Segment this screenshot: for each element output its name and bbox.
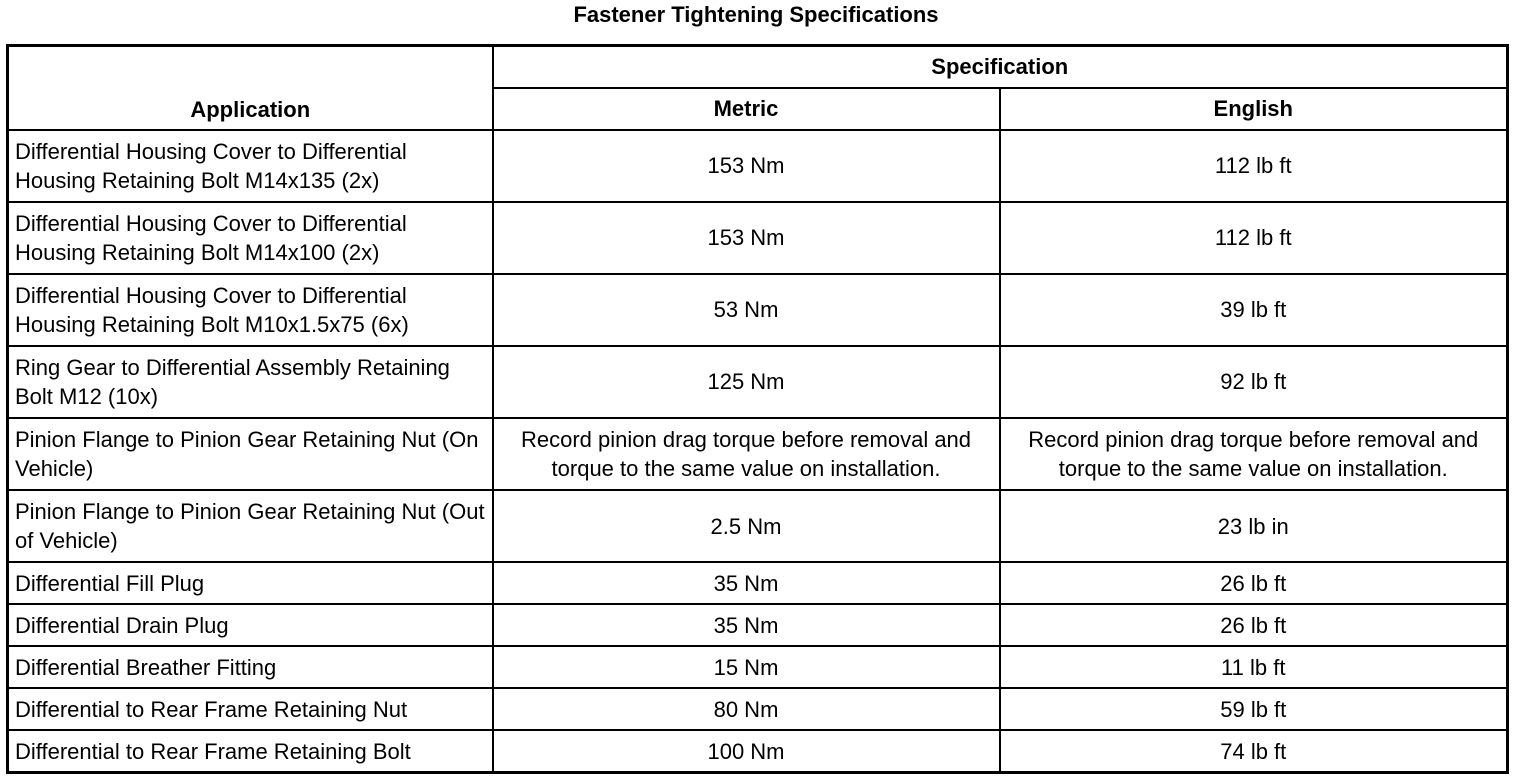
header-metric: Metric [493, 88, 1000, 130]
application-cell: Ring Gear to Differential Assembly Retaining Bolt M12 (10x) [8, 346, 493, 418]
metric-cell: 53 Nm [493, 274, 1000, 346]
application-cell: Pinion Flange to Pinion Gear Retaining Nut (On Vehicle) [8, 418, 493, 490]
english-cell: 23 lb in [1000, 490, 1508, 562]
header-application: Application [8, 46, 493, 130]
application-cell: Differential Housing Cover to Differential Housing Retaining Bolt M14x135 (2x) [8, 130, 493, 202]
header-english: English [1000, 88, 1508, 130]
application-cell: Differential to Rear Frame Retaining Nut [8, 688, 493, 730]
metric-cell: 80 Nm [493, 688, 1000, 730]
english-cell: 92 lb ft [1000, 346, 1508, 418]
header-specification: Specification [493, 46, 1508, 88]
english-cell: 74 lb ft [1000, 730, 1508, 772]
metric-cell: 100 Nm [493, 730, 1000, 772]
metric-cell: 125 Nm [493, 346, 1000, 418]
english-cell: 112 lb ft [1000, 202, 1508, 274]
metric-cell: 35 Nm [493, 604, 1000, 646]
english-cell: 112 lb ft [1000, 130, 1508, 202]
specifications-table [6, 44, 1509, 774]
english-cell: 26 lb ft [1000, 604, 1508, 646]
application-cell: Differential to Rear Frame Retaining Bolt [8, 730, 493, 772]
table-row [8, 418, 1508, 490]
page-title: Fastener Tightening Specifications [573, 2, 939, 27]
application-cell: Differential Housing Cover to Differential Housing Retaining Bolt M14x100 (2x) [8, 202, 493, 274]
table-row [8, 490, 1508, 562]
table-row [8, 688, 1508, 730]
table-row [8, 730, 1508, 772]
english-cell: 39 lb ft [1000, 274, 1508, 346]
english-cell: 26 lb ft [1000, 562, 1508, 604]
metric-cell: 2.5 Nm [493, 490, 1000, 562]
metric-cell: 35 Nm [493, 562, 1000, 604]
table-row [8, 604, 1508, 646]
application-cell: Pinion Flange to Pinion Gear Retaining Nut (Out of Vehicle) [8, 490, 493, 562]
table-row [8, 646, 1508, 688]
english-cell: 59 lb ft [1000, 688, 1508, 730]
metric-cell: 15 Nm [493, 646, 1000, 688]
table-row [8, 346, 1508, 418]
application-cell: Differential Fill Plug [8, 562, 493, 604]
application-cell: Differential Breather Fitting [8, 646, 493, 688]
metric-cell: 153 Nm [493, 202, 1000, 274]
table-row [8, 562, 1508, 604]
english-cell: Record pinion drag torque before removal and torque to the same value on installation. [1000, 418, 1508, 490]
metric-cell: Record pinion drag torque before removal and torque to the same value on installation. [493, 418, 1000, 490]
metric-cell: 153 Nm [493, 130, 1000, 202]
application-cell: Differential Drain Plug [8, 604, 493, 646]
table-row [8, 274, 1508, 346]
table-row [8, 202, 1508, 274]
application-cell: Differential Housing Cover to Differential Housing Retaining Bolt M10x1.5x75 (6x) [8, 274, 493, 346]
table-row [8, 130, 1508, 202]
english-cell: 11 lb ft [1000, 646, 1508, 688]
